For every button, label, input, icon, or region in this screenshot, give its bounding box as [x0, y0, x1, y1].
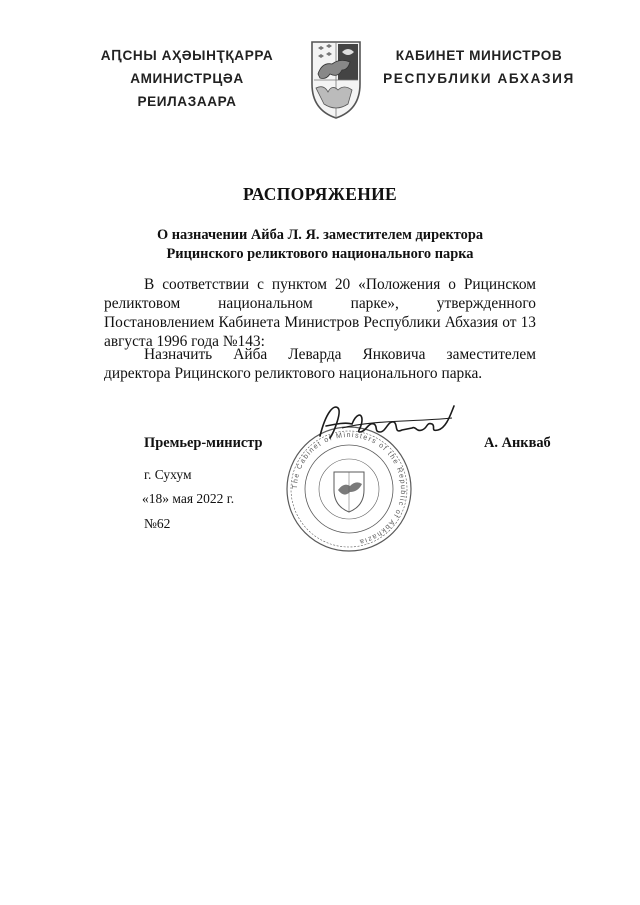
header-left-line1: АԤСНЫ АҲӘЫНҬҚАРРА [100, 48, 274, 63]
paragraph-basis: В соответствии с пунктом 20 «Положения о Рицинском реликтовом национальном парке», утвержденного Постановлением Кабинета Министров Республики Абхазия от 13 августа 1996 года №143: [104, 276, 536, 350]
document-number: №62 [144, 516, 171, 531]
document-subject [100, 226, 540, 264]
signatory-title: Премьер-министр [144, 435, 263, 451]
subject-line1: О назначении Айба Л. Я. заместителем директора [156, 227, 484, 243]
paragraph-appointment: Назначить Айба Леварда Янковича заместителем директора Рицинского реликтового национального парка. [104, 346, 536, 382]
seal-text: The Cabinet of Ministers of the Republic of Abkhazia [289, 429, 409, 548]
header-right-line1: КАБИНЕТ МИНИСТРОВ [395, 48, 563, 63]
document-date: «18» мая 2022 г. [142, 491, 235, 506]
document-title: РАСПОРЯЖЕНИЕ [242, 184, 397, 204]
header-left-line2: АМИНИСТРЦӘА РЕИЛАЗААРА [130, 71, 244, 109]
coat-of-arms-icon [308, 40, 364, 120]
handwritten-signature [312, 402, 462, 446]
header-right-line2: РЕСПУБЛИКИ АБХАЗИЯ [383, 71, 575, 86]
header-right [372, 44, 586, 90]
header-left [80, 44, 294, 113]
subject-line2: Рицинского реликтового национального парка [166, 246, 474, 262]
signatory-name: А. Анкваб [484, 435, 551, 451]
document-place: г. Сухум [144, 467, 192, 482]
